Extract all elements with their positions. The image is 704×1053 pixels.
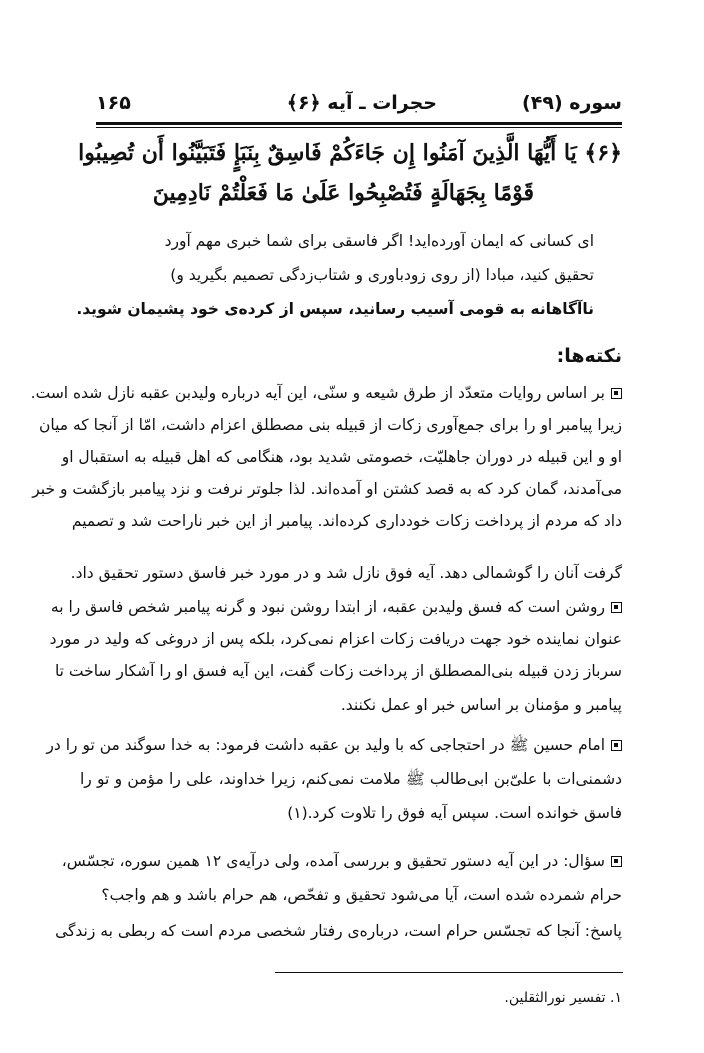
- paragraph-line: روشن است که فسق ولیدبن عقبه، از ابتدا روشن نبود و گرنه پیامبر شخص فاسق را به: [80, 592, 622, 622]
- verse-reference: حجرات ـ آیه ﴿۶﴾: [286, 92, 437, 114]
- paragraph-line: گرفت آنان را گوشمالی دهد. آیه فوق نازل شد و در مورد خبر فاسق دستور تحقیق داد.: [70, 564, 622, 582]
- paragraph-line: فاسق خوانده است. سپس آیه فوق را تلاوت کرد.(۱): [287, 804, 622, 822]
- translation-line-1: ای کسانی که ایمان آورده‌اید! اگر فاسقی برای شما خبری مهم آورد: [164, 232, 594, 250]
- paragraph-line: بر اساس روایات متعدّد از طرق شیعه و سنّی، این آیه درباره ولیدبن عقبه نازل شده است.: [80, 378, 622, 408]
- paragraph-line: پاسخ: آنجا که تجسّس حرام است، درباره‌ی رفتار شخصی مردم است که ربطی به زندگی: [55, 922, 622, 940]
- paragraph-line: عنوان نماینده خود جهت دریافت زکات اعزام نمی‌کرد، بلکه پس از دروغی که ولید در مورد: [49, 630, 622, 648]
- page-number: ۱۶۵: [96, 92, 131, 114]
- section-title: نکته‌ها:: [556, 345, 622, 367]
- bullet-icon: [611, 740, 622, 751]
- page-header: [96, 92, 622, 122]
- quran-verse-line-2: قَوْمًا بِجَهَالَةٍ فَتُصْبِحُوا عَلَىٰ مَا فَعَلْتُمْ نَادِمِينَ: [152, 180, 534, 206]
- header-rule: [96, 122, 622, 125]
- paragraph-line: سرباز زدن قبیله بنی‌المصطلق از پرداخت زکات گفت، این آیه فسق او را آشکار ساخت تا: [54, 662, 622, 680]
- footnote-rule: [275, 972, 623, 973]
- bullet-icon: [611, 856, 622, 867]
- quran-verse-line-1: ﴿۶﴾ يَا أَيُّهَا الَّذِينَ آمَنُوا إِن جَاءَكُمْ فَاسِقٌ بِنَبَإٍ فَتَبَيَّنُوا أَن تُصِيبُوا: [78, 140, 622, 166]
- paragraph-line: پیامبر و مؤمنان بر اساس خبر او عمل نکنند.: [340, 696, 622, 714]
- paragraph-line: می‌آمدند، گمان کرد که به قصد کشتن او آمده‌اند. لذا جلوتر نرفت و نزد پیامبر بازگشت و خبر: [32, 480, 622, 498]
- footnote: ۱. تفسیر نورالثقلین.: [504, 990, 622, 1006]
- bullet-icon: [611, 602, 622, 613]
- paragraph-line: دشمنی‌ات با علیّ‌بن ابی‌طالب ﷺ ملامت نمی‌کنم، زیرا خداوند، علی را مؤمن و تو را: [80, 770, 622, 788]
- paragraph-line: امام حسین ﷺ در احتجاجی که با ولید بن عقبه داشت فرمود: به خدا سوگند من تو را در: [80, 730, 622, 760]
- paragraph-line: داد که مردم از پرداخت زکات خودداری کرده‌اند. پیامبر از این خبر ناراحت شد و تصمیم: [71, 512, 622, 530]
- paragraph-line: زیرا پیامبر او را برای جمع‌آوری زکات از قبیله بنی مصطلق اعزام داشت، امّا از آنجا که میان: [38, 416, 622, 434]
- translation-line-3: ناآگاهانه به قومی آسیب رسانید، سپس از کرده‌ی خود پشیمان شوید.: [76, 300, 594, 318]
- bullet-icon: [611, 388, 622, 399]
- paragraph-line: او و این قبیله در دوران جاهلیّت، خصومتی شدید بود، هنگامی که اهل قبیله به استقبال او: [61, 448, 622, 466]
- header-rule-thin: [96, 127, 622, 128]
- paragraph-line: سؤال: در این آیه دستور تحقیق و بررسی آمده، ولی درآیه‌ی ۱۲ همین سوره، تجسّس،: [80, 846, 622, 876]
- paragraph-line: حرام شمرده شده است، آیا می‌شود تحقیق و تفحّص، هم حرام باشد و هم واجب؟: [101, 886, 622, 904]
- surah-label: سوره (۴۹): [522, 92, 622, 114]
- translation-line-2: تحقیق کنید، مبادا (از روی زودباوری و شتاب‌زدگی تصمیم بگیرید و): [170, 266, 594, 284]
